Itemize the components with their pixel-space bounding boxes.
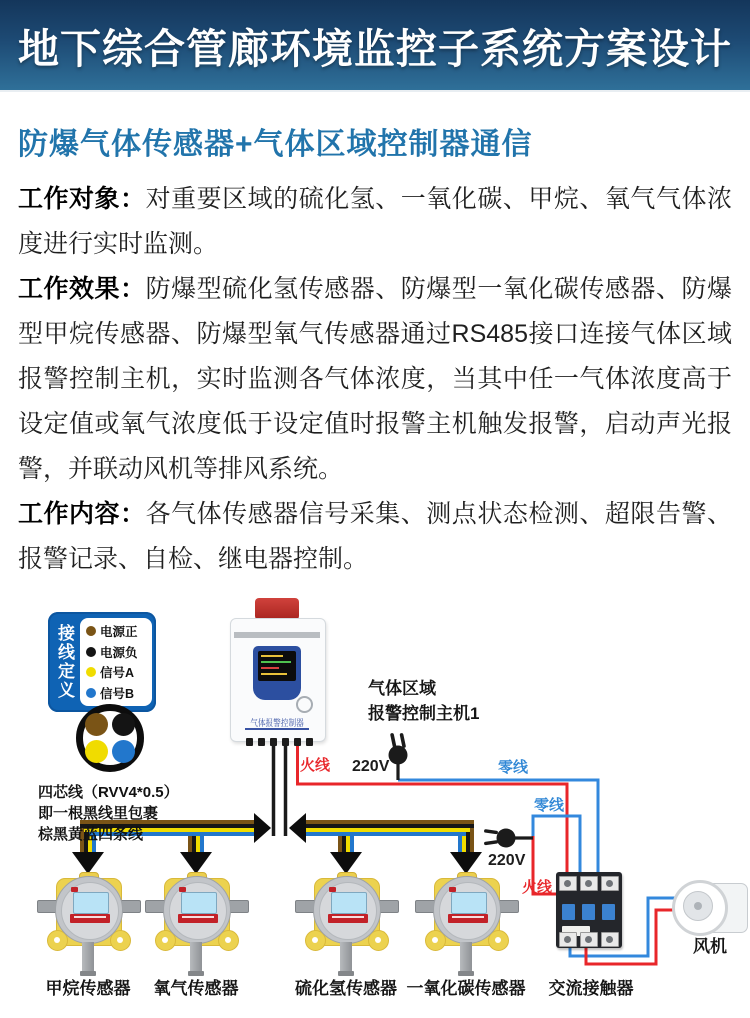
power-plug-icon <box>389 733 408 780</box>
contactor-terminal <box>580 932 598 947</box>
controller-display-panel <box>253 646 301 700</box>
sensor-head-inner <box>439 882 497 940</box>
cable-note-line: 即一根黑线里包裹 <box>38 805 159 822</box>
sensor-screen <box>331 892 367 914</box>
terminal <box>270 738 277 746</box>
voltage-label: 220V <box>488 852 526 869</box>
cable-cross-section <box>76 704 144 772</box>
paragraph-text: 对重要区域的硫化氢、一氧化碳、甲烷、氧气气体浓度进行实时监测。 <box>18 185 732 258</box>
sensor-band <box>328 914 368 923</box>
paragraph-work-target <box>18 177 732 267</box>
sensor-probe <box>340 942 352 972</box>
sensor-head <box>55 876 123 944</box>
paragraph-label: 工作效果： <box>18 275 146 303</box>
sensor-head-inner <box>319 882 377 940</box>
arrow-left-icon <box>289 813 306 843</box>
legend-item-label: 电源负 <box>100 645 138 660</box>
contactor-terminal <box>559 932 577 947</box>
paragraph-label: 工作对象： <box>18 185 146 213</box>
arrow-down-icon <box>330 852 362 874</box>
contactor-terminal <box>580 876 598 891</box>
controller-vent-strip <box>234 632 320 638</box>
paragraph-label: 工作内容： <box>18 500 146 528</box>
cable-gland <box>498 900 519 913</box>
section-subtitle: 防爆气体传感器+气体区域控制器通信 <box>18 128 533 161</box>
cable-core-yellow <box>85 740 108 763</box>
cable-note-line: 棕黑黄蓝四条线 <box>38 826 144 843</box>
power-plug-icon <box>484 829 533 848</box>
neutral-wire-label: 零线 <box>498 759 529 776</box>
wiring-diagram <box>0 584 750 1018</box>
sensor-label-h2s: 硫化氢传感器 <box>295 979 397 998</box>
gas-alarm-controller <box>230 598 324 748</box>
ribbon-bus-right <box>304 820 474 836</box>
sensor-label-oxygen: 氧气传感器 <box>153 979 239 998</box>
controller-knob <box>296 696 313 713</box>
fan-label: 风机 <box>693 937 727 956</box>
contactor-label: 交流接触器 <box>548 979 634 998</box>
body-text <box>18 177 732 582</box>
live-wire-label: 火线 <box>522 879 553 896</box>
sensor-label-co: 一氧化碳传感器 <box>406 979 526 998</box>
controller-screen <box>258 651 296 681</box>
cable-core-blue <box>112 740 135 763</box>
terminal <box>282 738 289 746</box>
gas-sensor-oxygen <box>148 872 244 976</box>
cable-gland <box>378 900 399 913</box>
contactor-contact <box>602 904 615 920</box>
sensor-head-inner <box>61 882 119 940</box>
cable-note <box>38 782 228 845</box>
sensor-screen <box>181 892 217 914</box>
arrow-right-icon <box>254 813 271 843</box>
legend-item <box>86 622 152 640</box>
controller-label-line2: 报警控制主机1 <box>368 704 480 723</box>
legend-panel <box>80 618 152 706</box>
gas-sensor-co <box>418 872 514 976</box>
controller-label-line1: 气体区域 <box>368 679 436 698</box>
terminal <box>306 738 313 746</box>
exhaust-fan <box>672 880 748 934</box>
sensor-screen <box>451 892 487 914</box>
contactor-terminal <box>559 876 577 891</box>
sensor-head <box>313 876 381 944</box>
sensor-label-methane: 甲烷传感器 <box>45 979 131 998</box>
neutral-wire-label: 零线 <box>534 797 565 814</box>
gas-sensor-methane <box>40 872 136 976</box>
screen-row <box>261 673 287 675</box>
live-wire-label: 火线 <box>300 757 331 774</box>
sensor-probe <box>82 942 94 972</box>
cable-note-line: 四芯线（RVV4*0.5） <box>38 784 179 801</box>
legend-item-label: 信号B <box>100 686 135 701</box>
contactor-terminal <box>601 876 619 891</box>
arrow-down-icon <box>72 852 104 874</box>
controller-label-underline <box>245 728 309 730</box>
signal-wires <box>274 744 286 836</box>
legend-item <box>86 643 152 661</box>
legend-title: 接线定义 <box>55 624 74 700</box>
wire-color-dot <box>86 688 96 698</box>
terminal <box>246 738 253 746</box>
arrow-down-icon <box>180 852 212 874</box>
cable-gland <box>120 900 141 913</box>
legend-item <box>86 663 152 681</box>
sensor-head-inner <box>169 882 227 940</box>
legend-item-label: 信号A <box>100 666 135 681</box>
controller-device-label: 气体报警控制器 <box>250 718 304 728</box>
contactor-terminal <box>601 932 619 947</box>
legend-item <box>86 684 152 702</box>
screen-row <box>261 655 283 657</box>
sensor-band <box>178 914 218 923</box>
terminal <box>258 738 265 746</box>
sensor-band <box>448 914 488 923</box>
terminal <box>294 738 301 746</box>
cable-core-black <box>112 713 135 736</box>
arrow-down-icon <box>450 852 482 874</box>
sensor-probe <box>190 942 202 972</box>
paragraph-work-content <box>18 492 732 582</box>
screen-row <box>261 667 279 669</box>
cable-gland <box>228 900 249 913</box>
sensor-head <box>163 876 231 944</box>
paragraph-work-effect <box>18 267 732 492</box>
contactor-contact <box>562 904 575 920</box>
sensor-probe <box>460 942 472 972</box>
sensor-head <box>433 876 501 944</box>
voltage-label: 220V <box>352 758 390 775</box>
alarm-beacon <box>255 598 299 620</box>
controller-label <box>368 676 479 726</box>
sensor-screen <box>73 892 109 914</box>
contactor-contact <box>582 904 595 920</box>
page-title: 地下综合管廊环境监控子系统方案设计 <box>18 25 732 72</box>
fan-hub <box>683 891 713 921</box>
ac-contactor <box>556 872 622 948</box>
gas-sensor-h2s <box>298 872 394 976</box>
paragraph-text: 各气体传感器信号采集、测点状态检测、超限告警、报警记录、自检、继电器控制。 <box>18 500 732 573</box>
wiring-legend <box>48 612 156 712</box>
neutral-wire-2 <box>533 816 580 876</box>
cable-core-brown <box>85 713 108 736</box>
wire-color-dot <box>86 647 96 657</box>
wire-color-dot <box>86 667 96 677</box>
screen-row <box>261 661 291 663</box>
paragraph-text: 防爆型硫化氢传感器、防爆型一氧化碳传感器、防爆型甲烷传感器、防爆型氧气传感器通过RS485接口连接气体区域报警控制主机，实时监测各气体浓度，当其中任一气体浓度高于设定值或氧气浓度低于设定值时报警主机触发报警，启动声光报警，并联动风机等排风系统。 <box>18 275 732 483</box>
sensor-band <box>70 914 110 923</box>
page-title-banner <box>0 0 750 92</box>
wire-color-dot <box>86 626 96 636</box>
legend-item-label: 电源正 <box>100 625 138 640</box>
